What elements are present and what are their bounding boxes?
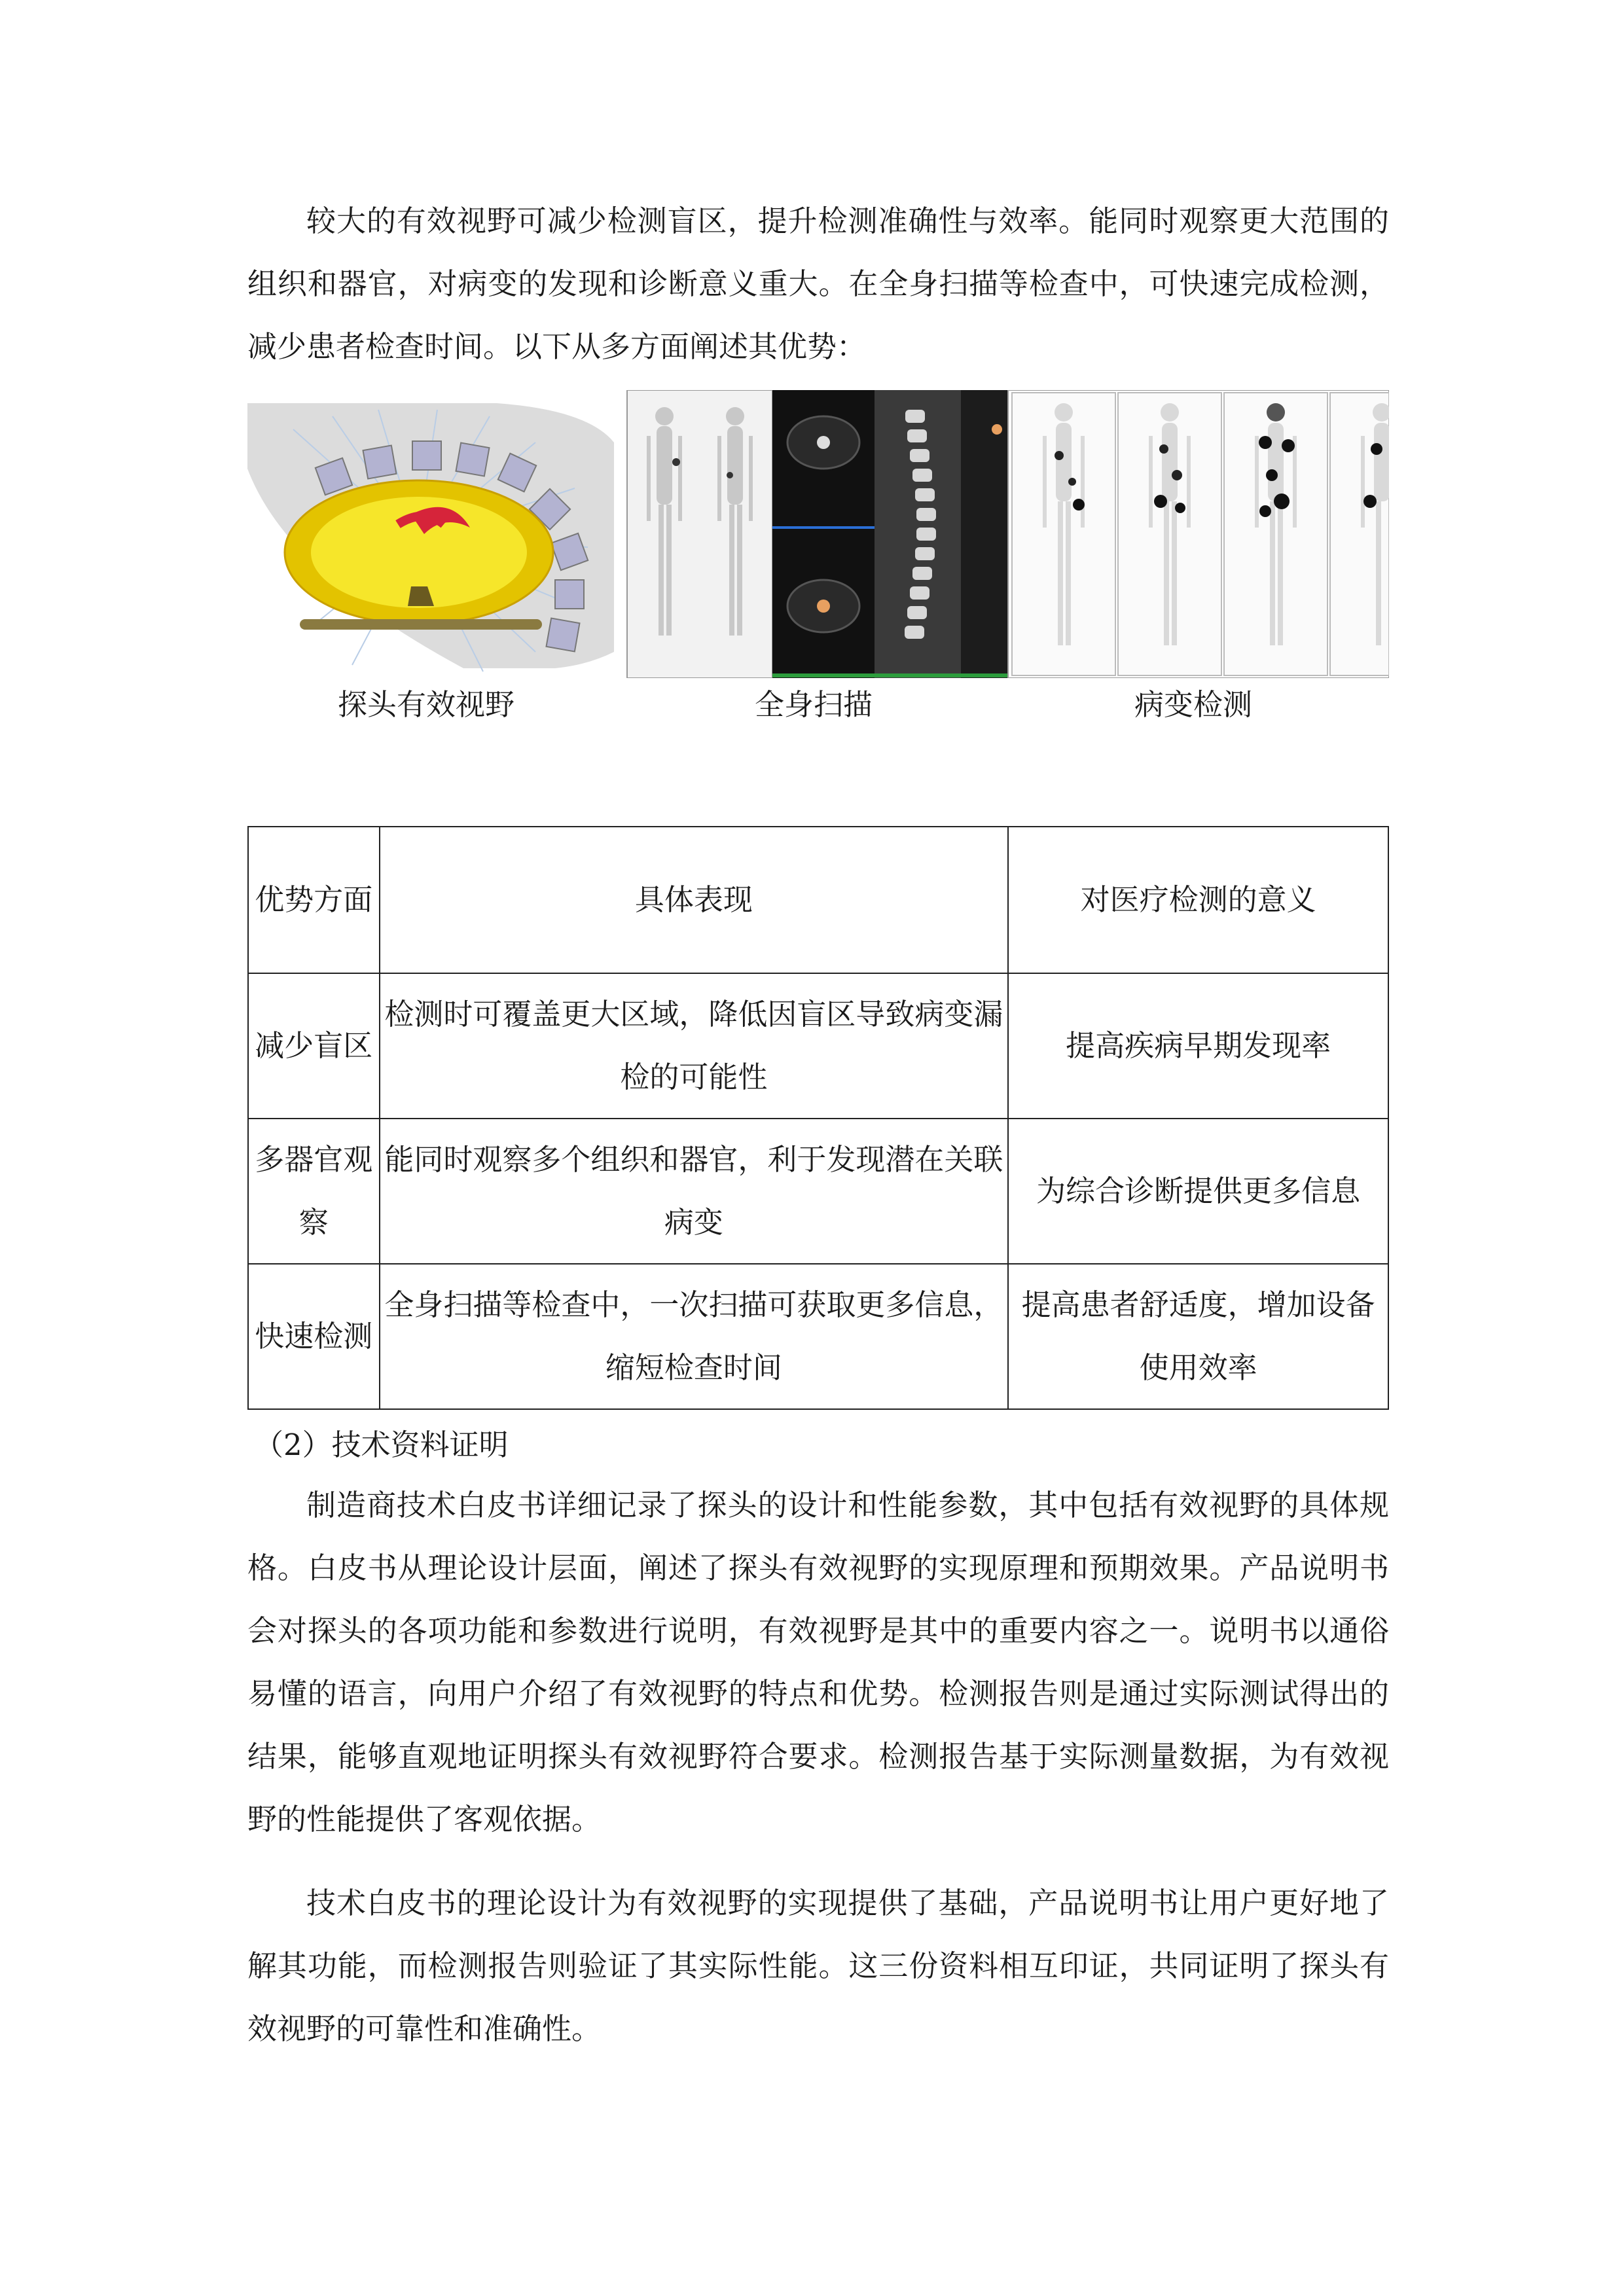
table-cell: 多器官观察	[248, 1119, 380, 1264]
body-paragraph: 技术白皮书的理论设计为有效视野的实现提供了基础，产品说明书让用户更好地了解其功能，而检测报告则验证了其实际性能。这三份资料相互印证，共同证明了探头有效视野的可靠性和准确性。	[247, 1886, 1389, 2046]
caption-probe-fov: 探头有效视野	[338, 687, 515, 722]
table-row	[248, 973, 1388, 1119]
table-cell: 减少盲区	[248, 973, 380, 1119]
table-row	[248, 1264, 1388, 1409]
table-cell: 检测时可覆盖更大区域，降低因盲区导致病变漏检的可能性	[380, 973, 1009, 1119]
figure-strip	[247, 390, 1389, 678]
whole-body-scan-figure	[627, 390, 1008, 678]
probe-fov-figure	[247, 403, 614, 672]
table-header-row	[248, 827, 1388, 973]
table-cell: 提高患者舒适度，增加设备使用效率	[1008, 1264, 1388, 1409]
lesion-scan-2	[1118, 393, 1221, 675]
table-row	[248, 1119, 1388, 1264]
table-cell: 为综合诊断提供更多信息	[1008, 1119, 1388, 1264]
table-cell: 快速检测	[248, 1264, 380, 1409]
table-cell: 全身扫描等检查中，一次扫描可获取更多信息，缩短检查时间	[380, 1264, 1009, 1409]
table-header-cell: 对医疗检测的意义	[1008, 827, 1388, 973]
body-paragraph: 制造商技术白皮书详细记录了探头的设计和性能参数，其中包括有效视野的具体规格。白皮书从理论设计层面，阐述了探头有效视野的实现原理和预期效果。产品说明书会对探头的各项功能和参数进行说明，有效视野是其中的重要内容之一。说明书以通俗易懂的语言，向用户介绍了有效视野的特点和优势。检测报告则是通过实际测试得出的结果，能够直观地证明探头有效视野符合要求。检测报告基于实际测量数据，为有效视野的性能提供了客观依据。	[247, 1488, 1389, 1837]
table-cell: 能同时观察多个组织和器官，利于发现潜在关联病变	[380, 1119, 1009, 1264]
table-cell: 提高疾病早期发现率	[1008, 973, 1388, 1119]
table-header-cell: 优势方面	[248, 827, 380, 973]
advantages-table	[247, 826, 1389, 1410]
lesion-scan-1	[1012, 393, 1115, 675]
figure-strip-svg	[247, 390, 1389, 678]
caption-whole-body-scan: 全身扫描	[755, 687, 873, 722]
intro-paragraph: 较大的有效视野可减少检测盲区，提升检测准确性与效率。能同时观察更大范围的组织和器官，对病变的发现和诊断意义重大。在全身扫描等检查中，可快速完成检测，减少患者检查时间。以下从多方面阐述其优势：	[247, 204, 1389, 364]
table-header-cell: 具体表现	[380, 827, 1009, 973]
lesion-scan-3	[1224, 393, 1327, 675]
caption-lesion-detection: 病变检测	[1134, 687, 1253, 722]
lesion-scan-4	[1330, 393, 1389, 675]
lesion-detection-figure	[1008, 390, 1389, 678]
section-title: （2）技术资料证明	[254, 1427, 509, 1462]
